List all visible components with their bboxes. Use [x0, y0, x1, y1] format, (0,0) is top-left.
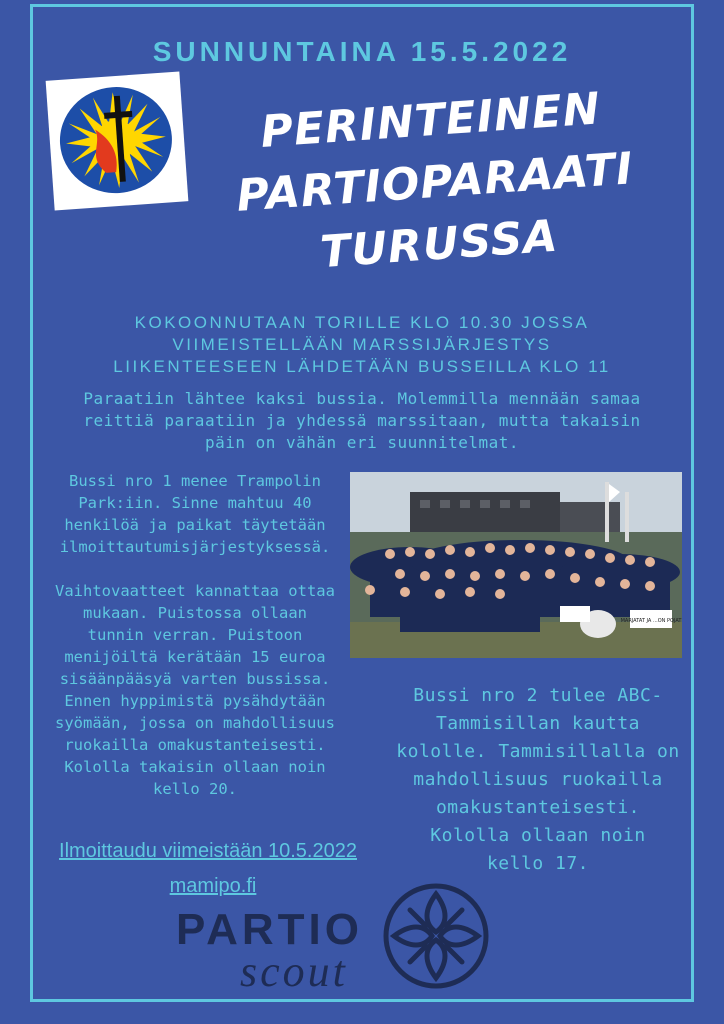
- signup-link[interactable]: Ilmoittaudu viimeistään 10.5.2022: [59, 840, 357, 862]
- bus2-info: [382, 682, 694, 878]
- bus2-line: Bussi nro 2 tulee ABC-: [413, 685, 663, 706]
- assembly-line: LIIKENTEESEEN LÄHDETÄÄN BUSSEILLA KLO 11: [113, 357, 611, 376]
- bus2-line: kololle. Tammisillalla on: [396, 741, 680, 762]
- scout-logo-text: scout: [240, 947, 348, 996]
- bus2-line: omakustanteisesti.: [435, 797, 641, 818]
- title-line: PARTIOPARAATI: [234, 143, 635, 222]
- bus1-detail-line: kello 20.: [153, 780, 237, 798]
- intro-line: reittiä paraatiin ja yhdessä marssitaan, mutta takaisin: [83, 411, 641, 430]
- bus1-line: Bussi nro 1 menee Trampolin: [69, 472, 321, 490]
- intro-paragraph: [38, 388, 686, 454]
- assembly-info: [40, 312, 684, 378]
- bus1-detail-line: mukaan. Puistossa ollaan: [83, 604, 307, 622]
- bus2-line: kello 17.: [486, 853, 590, 874]
- sun-cross-emblem-icon: [52, 80, 182, 202]
- intro-line: Paraatiin lähtee kaksi bussia. Molemmilla mennään samaa: [83, 389, 641, 408]
- bus1-info: [34, 470, 356, 800]
- intro-line: päin on vähän eri suunnitelmat.: [204, 433, 520, 452]
- event-date: SUNNUNTAINA 15.5.2022: [152, 36, 572, 67]
- scout-lily-emblem-icon: [380, 880, 492, 992]
- title-line: PERINTEINEN: [259, 83, 603, 158]
- bus1-detail-line: Vaihtovaatteet kannattaa ottaa: [55, 582, 335, 600]
- poster-title: [189, 73, 681, 292]
- bus1-detail-line: syömään, jossa on mahdollisuus: [55, 714, 335, 732]
- photo-banner-text: MARJATAT JA ...ON POJAT: [620, 618, 682, 624]
- bus1-line: ilmoittautumisjärjestyksessä.: [59, 538, 331, 556]
- bus2-line: Kololla ollaan noin: [430, 825, 646, 846]
- partio-logo-text: PARTIO: [176, 905, 363, 954]
- bus1-detail-line: Ennen hyppimistä pysähdytään: [64, 692, 326, 710]
- bus2-line: Tammisillan kautta: [435, 713, 641, 734]
- bus1-detail-line: ruokailla omakustanteisesti.: [64, 736, 326, 754]
- website-link[interactable]: mamipo.fi: [169, 875, 257, 897]
- assembly-line: KOKOONNUTAAN TORILLE KLO 10.30 JOSSA: [134, 313, 590, 332]
- bus1-line: henkilöä ja paikat täytetään: [64, 516, 326, 534]
- bus2-line: mahdollisuus ruokailla: [413, 769, 663, 790]
- group-photo: [350, 472, 682, 658]
- guild-emblem: [46, 71, 189, 210]
- bus1-line: Park:iin. Sinne mahtuu 40: [78, 494, 312, 512]
- bus1-detail-line: tunnin verran. Puistoon: [87, 626, 303, 644]
- assembly-line: VIIMEISTELLÄÄN MARSSIJÄRJESTYS: [172, 335, 552, 354]
- bus1-detail-line: menijöiltä kerätään 15 euroa: [64, 648, 326, 666]
- title-line: TURUSSA: [318, 210, 560, 279]
- bus1-detail-line: Kololla takaisin ollaan noin: [64, 758, 326, 776]
- bus1-detail-line: sisäänpääsyä varten bussissa.: [59, 670, 331, 688]
